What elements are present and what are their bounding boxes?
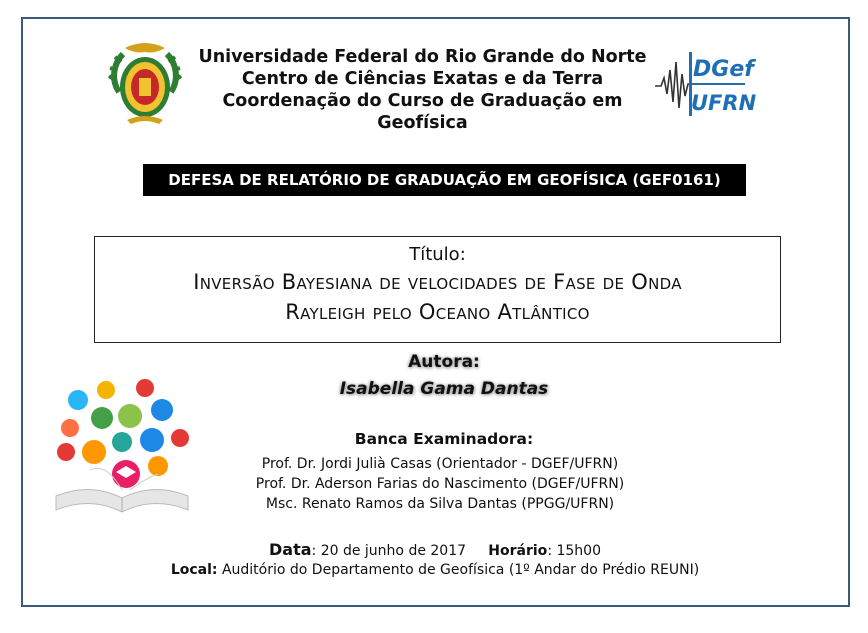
author-label: Autora: (408, 352, 480, 372)
education-book-icon (50, 378, 195, 528)
location-value: Auditório do Departamento de Geofísica (1º Andar do Prédio REUNI) (217, 562, 700, 578)
author-name: Isabella Gama Dantas (339, 379, 549, 399)
committee-label: Banca Examinadora: (354, 430, 534, 448)
location-label: Local: (170, 562, 218, 578)
dgef-ufrn-logo-icon (655, 48, 757, 120)
dgef-logo-top: DGef (693, 57, 754, 82)
ufrn-crest-icon (105, 40, 185, 126)
title-line-2: Rayleigh pelo Oceano Atlântico (285, 300, 590, 324)
center-name: Centro de Ciências Exatas e da Terra (241, 69, 604, 89)
date-line (150, 540, 720, 559)
date-value: : 20 de junho de 2017 (311, 543, 467, 559)
time-label: Horário (488, 543, 548, 559)
committee-member: Prof. Dr. Jordi Julià Casas (Orientador - DGEF/UFRN) (261, 456, 619, 472)
course-name: Coordenação do Curso de Graduação em Geofísica (222, 91, 623, 133)
title-label: Título: (409, 244, 466, 265)
institution-header (190, 46, 655, 134)
location-line (150, 562, 720, 578)
title-line-1: Inversão Bayesiana de velocidades de Fase de Onda (193, 270, 682, 294)
committee-member: Prof. Dr. Aderson Farias do Nascimento (DGEF/UFRN) (255, 476, 625, 492)
dgef-logo-bottom: UFRN (691, 91, 757, 115)
event-banner: DEFESA DE RELATÓRIO DE GRADUAÇÃO EM GEOFÍSICA (GEF0161) (143, 164, 746, 196)
title-box (94, 236, 781, 343)
university-name: Universidade Federal do Rio Grande do Norte (198, 47, 647, 67)
date-label: Data (269, 540, 312, 559)
committee-member: Msc. Renato Ramos da Silva Dantas (PPGG/UFRN) (265, 496, 615, 512)
time-value: : 15h00 (547, 543, 601, 559)
